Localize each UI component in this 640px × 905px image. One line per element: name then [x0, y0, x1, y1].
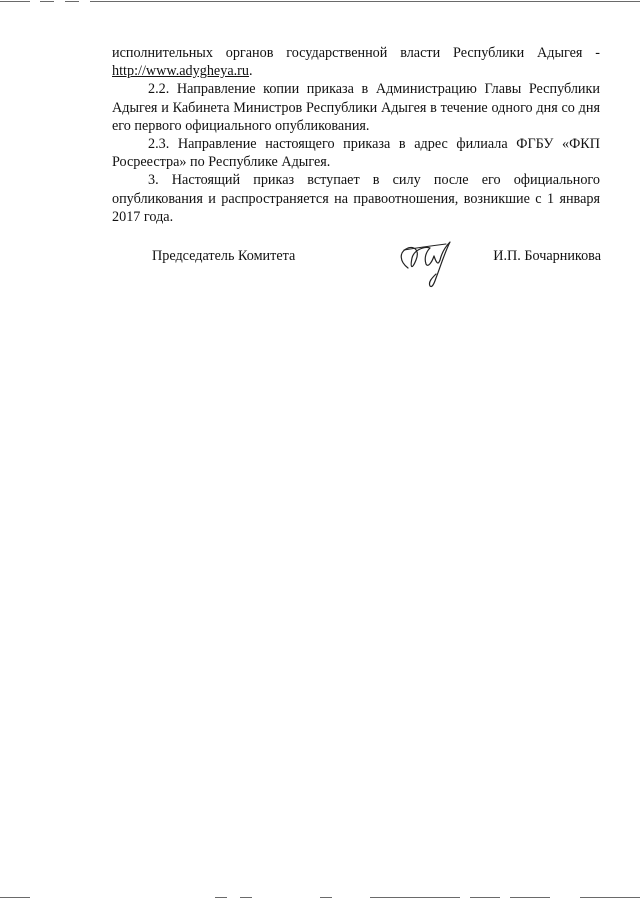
scan-edge-bottom-8: [580, 897, 640, 898]
scan-edge-top-3: [65, 1, 79, 2]
paragraph-2-2: 2.2. Направление копии приказа в Администрацию Главы Республики Адыгея и Кабинета Министров Республики Адыгея в течение одного дня со дня его первого официального опубликования.: [112, 81, 600, 134]
scan-edge-bottom-4: [320, 897, 332, 898]
scan-edge-top-2: [40, 1, 54, 2]
signer-name: И.П. Бочарникова: [493, 248, 601, 264]
scan-edge-bottom-5: [370, 897, 460, 898]
scan-edge-bottom-6: [470, 897, 500, 898]
scan-edge-bottom-3: [240, 897, 252, 898]
signer-title: Председатель Комитета: [152, 248, 296, 264]
scan-edge-bottom-7: [510, 897, 550, 898]
paragraph-3: 3. Настоящий приказ вступает в силу после его официального опубликования и распространяется на правоотношения, возникшие с 1 января 2017 года.: [112, 172, 600, 225]
document-body: [112, 44, 600, 226]
handwritten-signature: [390, 238, 460, 293]
link-line: [112, 62, 600, 80]
scan-edge-top-1: [0, 1, 30, 2]
website-link[interactable]: http://www.adygheya.ru: [112, 63, 249, 80]
paragraph-line: исполнительных органов государственной власти Республики Адыгея -: [112, 45, 600, 61]
paragraph-2-3: 2.3. Направление настоящего приказа в адрес филиала ФГБУ «ФКП Росреестра» по Республике Адыгея.: [112, 136, 600, 171]
scan-edge-bottom-1: [0, 897, 30, 898]
scan-edge-bottom-2: [215, 897, 227, 898]
signature-block: [112, 238, 600, 298]
scan-edge-top-4: [90, 1, 640, 2]
link-tail: .: [248, 63, 253, 80]
